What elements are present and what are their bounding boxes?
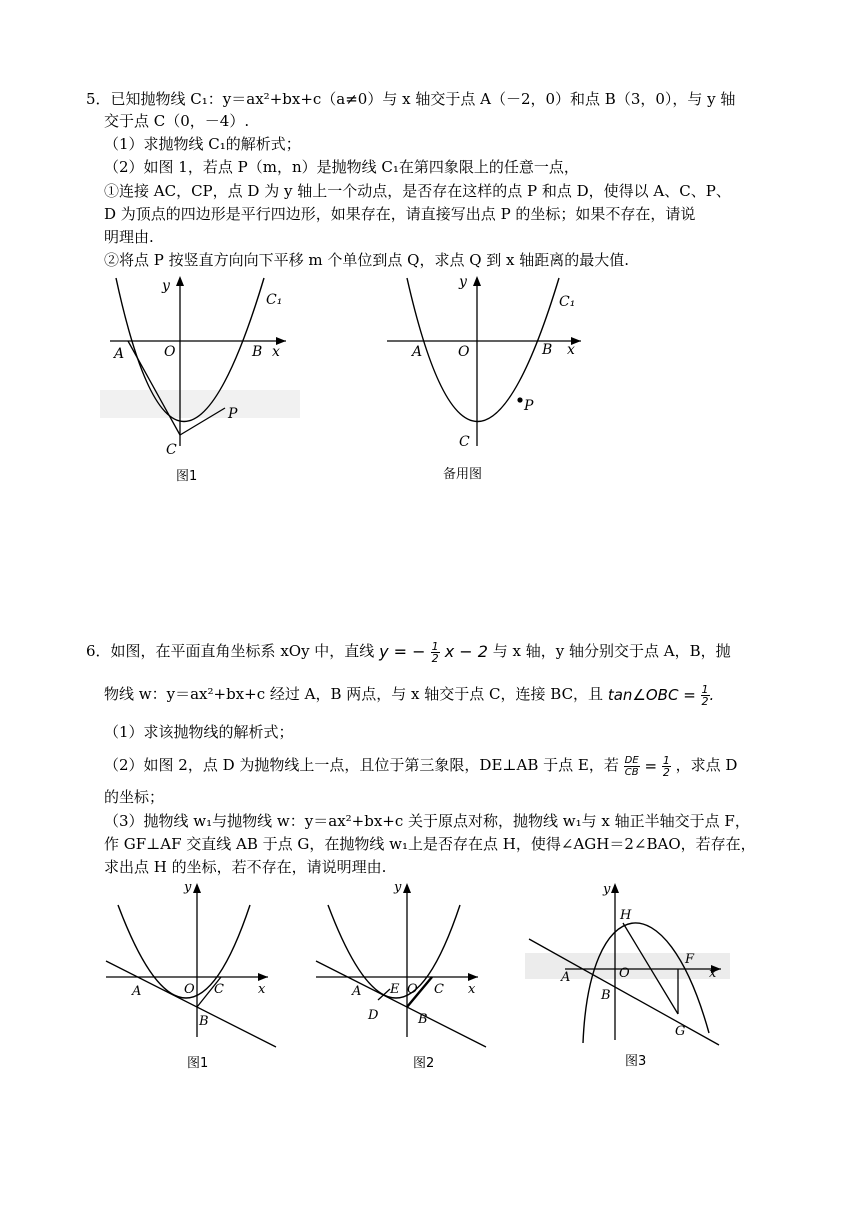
q6f3-a-label: A bbox=[561, 970, 571, 985]
q6-figure-3 bbox=[525, 875, 730, 1075]
q5f1-p-label: P bbox=[228, 406, 238, 422]
q5-part1: （1）求抛物线 C₁的解析式； bbox=[104, 135, 301, 153]
q5-figure-1 bbox=[100, 270, 300, 485]
q6f3-f-label: F bbox=[685, 952, 695, 967]
q6-part1: （1）求该抛物线的解析式； bbox=[104, 723, 294, 741]
q5f1-curve-label: C₁ bbox=[266, 292, 283, 308]
q5-sub1c: 明理由. bbox=[104, 228, 154, 246]
q6f1-c-label: C bbox=[214, 982, 224, 997]
q6-line1-text: 6．如图，在平面直角坐标系 xOy 中，直线 bbox=[86, 642, 375, 660]
q5-sub2: ②将点 P 按竖直方向向下平移 m 个单位到点 Q，求点 Q 到 x 轴距离的最大值. bbox=[104, 251, 630, 269]
q6f2-a-label: A bbox=[352, 984, 362, 999]
q6-part2: （2）如图 2，点 D 为抛物线上一点，且位于第三象限，DE⊥AB 于点 E，若 $\frac{DE}{CB}$ = $\frac{1}{2}$ ，求点 D bbox=[104, 753, 738, 779]
q6-line1-equation: y = − $\frac{1}{2}$ x − 2 bbox=[379, 639, 488, 665]
q6-part2-cont: 的坐标； bbox=[104, 788, 165, 806]
q6f1-y-label: y bbox=[184, 880, 192, 895]
q6f3-h-label: H bbox=[620, 908, 632, 923]
q6f1-a-label: A bbox=[132, 984, 142, 999]
q6f3-caption: 图3 bbox=[625, 1054, 647, 1069]
q6-tan-equation: tan∠OBC = $\frac{1}{2}$ . bbox=[607, 682, 715, 708]
q6f1-o-label: O bbox=[184, 982, 195, 997]
q6f2-y-label: y bbox=[394, 880, 402, 895]
q5-sub1a: ①连接 AC，CP，点 D 为 y 轴上一个动点，是否存在这样的点 P 和点 D，使得以 A、C、P、 bbox=[104, 182, 731, 200]
q6-part3c: 求出点 H 的坐标，若不存在，请说明理由. bbox=[104, 858, 387, 876]
q6f1-x-label: x bbox=[258, 982, 266, 997]
q6-line1-text-end: 与 x 轴，y 轴分别交于点 A，B，抛 bbox=[492, 642, 731, 660]
q5f2-p-label: P bbox=[524, 398, 534, 414]
q5f2-y-label: y bbox=[459, 274, 467, 290]
q6-figure-2 bbox=[310, 875, 495, 1075]
q6f2-e-label: E bbox=[390, 982, 400, 997]
q6f1-b-label: B bbox=[199, 1014, 209, 1029]
q6-part3a: （3）抛物线 w₁与抛物线 w：y＝ax²+bx+c 关于原点对称，抛物线 w₁与 x 轴正半轴交于点 F， bbox=[104, 812, 750, 830]
q6f2-d-label: D bbox=[368, 1008, 379, 1023]
q5-sub1b: D 为顶点的四边形是平行四边形，如果存在，请直接写出点 P 的坐标；如果不存在，请说 bbox=[104, 205, 696, 223]
q6f2-x-label: x bbox=[468, 982, 476, 997]
q6-line1 bbox=[86, 640, 731, 664]
q5f1-caption: 图1 bbox=[176, 469, 198, 484]
q6-part3b: 作 GF⊥AF 交直线 AB 于点 G，在抛物线 w₁上是否存在点 H，使得∠AGH＝2∠BAO，若存在， bbox=[104, 835, 756, 853]
q6-line2: 物线 w：y＝ax²+bx+c 经过 A，B 两点，与 x 轴交于点 C，连接 BC，且 tan∠OBC = $\frac{1}{2}$ . bbox=[104, 682, 715, 708]
q5f2-b-label: B bbox=[542, 342, 553, 358]
q5f2-curve-label: C₁ bbox=[559, 294, 576, 310]
q5-part2: （2）如图 1，若点 P（m，n）是抛物线 C₁在第四象限上的任意一点， bbox=[104, 158, 579, 176]
q6f3-g-label: G bbox=[675, 1024, 686, 1039]
q6-figure-1 bbox=[100, 875, 285, 1075]
q5f2-o-label: O bbox=[458, 344, 470, 360]
q6f2-c-label: C bbox=[434, 982, 444, 997]
q5f1-a-label: A bbox=[114, 346, 125, 362]
q5f1-x-label: x bbox=[272, 344, 280, 360]
q5-line2: 交于点 C（0，－4）. bbox=[104, 112, 250, 130]
q5f2-caption: 备用图 bbox=[443, 467, 483, 482]
q5f1-b-label: B bbox=[252, 344, 263, 360]
q6f2-caption: 图2 bbox=[413, 1056, 435, 1071]
q5-figure-backup bbox=[385, 270, 595, 485]
q6f3-y-label: y bbox=[603, 882, 611, 897]
q6f2-o-label: O bbox=[407, 982, 418, 997]
q6f3-o-label: O bbox=[619, 966, 630, 981]
q5f2-c-label: C bbox=[459, 434, 470, 450]
q6-ratio-equation: $\frac{DE}{CB}$ = $\frac{1}{2}$ bbox=[624, 753, 670, 779]
q6f3-x-label: x bbox=[709, 966, 717, 981]
q5f1-o-label: O bbox=[164, 344, 176, 360]
q5f1-y-label: y bbox=[162, 278, 170, 294]
q6f1-caption: 图1 bbox=[187, 1056, 209, 1071]
q5f1-c-label: C bbox=[166, 442, 177, 458]
q5f2-x-label: x bbox=[567, 342, 575, 358]
q5f2-a-label: A bbox=[412, 344, 423, 360]
q6f3-b-label: B bbox=[601, 988, 611, 1003]
q5-line1: 5．已知抛物线 C₁：y＝ax²+bx+c（a≠0）与 x 轴交于点 A（－2，0）和点 B（3，0），与 y 轴 bbox=[86, 90, 736, 108]
q6f2-b-label: B bbox=[418, 1012, 428, 1027]
